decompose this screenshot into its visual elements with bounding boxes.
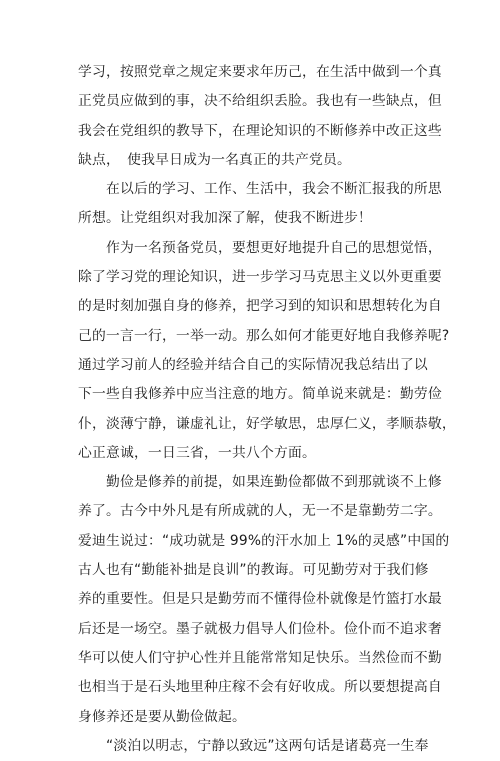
text-line: 华可以使人们守护心性并且能常常知足快乐。当然俭而不勤 (78, 649, 442, 666)
text-line: 正党员应做到的事，决不给组织丢脸。我也有一些缺点，但 (78, 93, 442, 110)
text-line: 缺点， 使我早日成为一名真正的共产党员。 (78, 151, 352, 168)
text-line: 己的一言一行，一举一动。那么如何才能更好地自我修养呢? (78, 327, 450, 344)
text-line: 通过学习前人的经验并结合自己的实际情况我总结出了以 (78, 356, 428, 373)
text-line: 古人也有“勤能补拙是良训”的教诲。可见勤劳对于我们修 (78, 562, 429, 579)
text-line: 除了学习党的理论知识，进一步学习马克思主义以外更重要 (78, 269, 442, 286)
text-line: 养的重要性。但是只是勤劳而不懂得俭朴就像是竹篮打水最 (78, 591, 442, 608)
paragraph-first-line: “淡泊以明志，宁静以致远”这两句话是诸葛亮一生奉 (106, 737, 429, 754)
text-line: 的是时刻加强自身的修养，把学习到的知识和思想转化为自 (78, 298, 442, 315)
text-line: 仆，淡薄宁静，谦虚礼让，好学敏思，忠厚仁义，孝顺恭敬， (78, 415, 456, 432)
text-line: 我会在党组织的教导下，在理论知识的不断修养中改正这些 (78, 122, 442, 139)
paragraph-first-line: 作为一名预备党员，要想更好地提升自己的思想觉悟， (106, 239, 442, 256)
text-line: 后还是一场空。墨子就极力倡导人们俭朴。俭仆而不追求奢 (78, 620, 442, 637)
text-line: 心正意诚，一日三省，一共八个方面。 (78, 444, 316, 461)
text-line: 爱迪生说过：“成功就是 99%的汗水加上 1%的灵感”中国的 (78, 532, 450, 549)
text-line: 下一些自我修养中应当注意的地方。简单说来就是：勤劳俭 (78, 386, 442, 403)
text-line: 养了。古今中外凡是有所成就的人，无一不是靠勤劳二字。 (78, 503, 442, 520)
document-body (78, 58, 456, 761)
paragraph-first-line: 在以后的学习、工作、生活中，我会不断汇报我的所思 (106, 181, 442, 198)
paragraph-first-line: 勤俭是修养的前提，如果连勤俭都做不到那就谈不上修 (106, 474, 442, 491)
text-line: 也相当于是石头地里种庄稼不会有好收成。所以要想提高自 (78, 679, 442, 696)
text-line: 身修养还是要从勤俭做起。 (78, 708, 246, 725)
text-line: 所想。让党组织对我加深了解，使我不断进步！ (78, 210, 372, 227)
text-line: 学习，按照党章之规定来要求年历己，在生活中做到一个真 (78, 64, 442, 80)
